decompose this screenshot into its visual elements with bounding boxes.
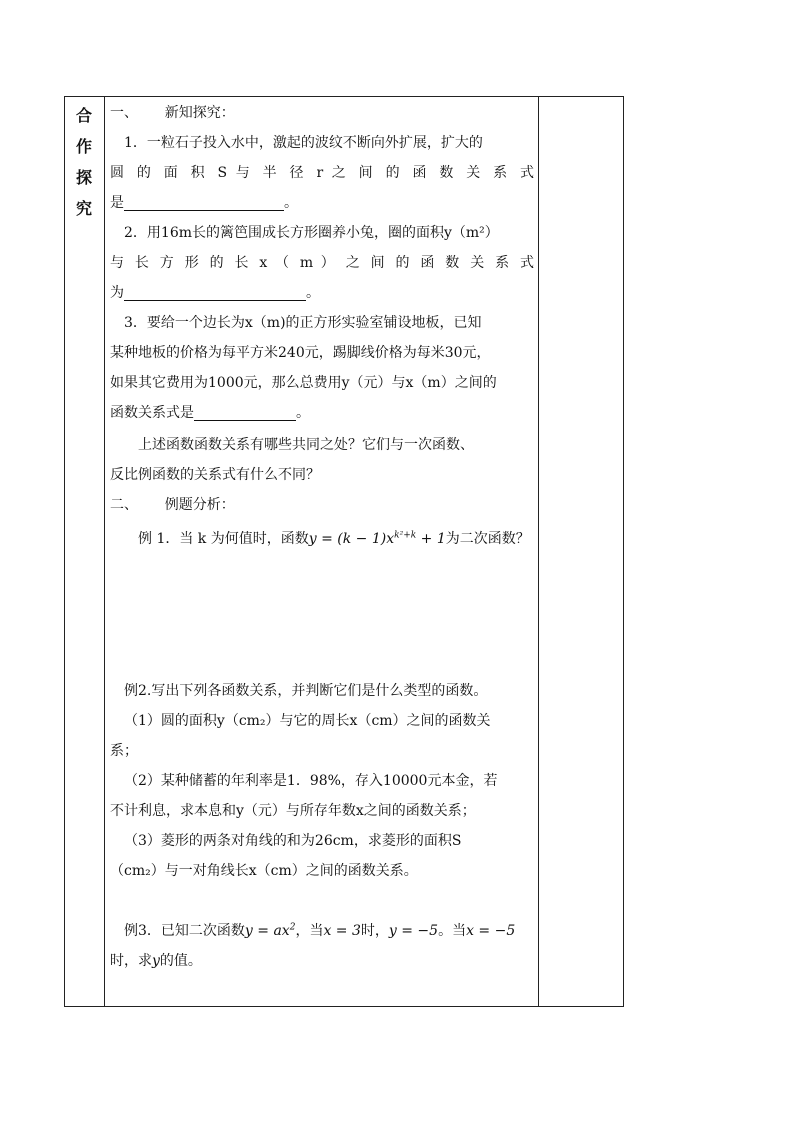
q2-prefix: 为 — [110, 285, 124, 301]
ex2-item3-line1: （3）菱形的两条对角线的和为26cm，求菱形的面积S — [124, 833, 462, 849]
ex3-line2-suffix: 的值。 — [159, 953, 202, 969]
q2-line1: 2．用16m长的篱笆围成长方形圈养小兔，圈的面积y（m²） — [124, 225, 499, 241]
ex3-mid3: 。当 — [438, 923, 467, 939]
q3-line4 — [110, 398, 534, 428]
reflect-line1: 上述函数函数关系有哪些共同之处？它们与一次函数、 — [138, 437, 474, 453]
ex2-item1-line2: 系； — [110, 743, 138, 759]
ex2-item2-line2: 不计利息，求本息和y（元）与所存年数x之间的函数关系； — [110, 803, 476, 819]
table-bottom-border — [64, 1006, 624, 1007]
main-content — [110, 98, 534, 976]
q3-line3: 如果其它费用为1000元，那么总费用y（元）与x（m）之间的 — [110, 375, 497, 391]
ex3-f3: y = −5 — [388, 923, 439, 939]
q3-answer-blank[interactable] — [194, 402, 296, 421]
ex2-title: 例2.写出下列各函数关系，并判断它们是什么类型的函数。 — [124, 683, 488, 699]
example3-line1 — [110, 916, 534, 946]
ex1-formula-exponent: k²+k — [394, 530, 417, 541]
section2-heading: 二、 例题分析： — [110, 497, 235, 513]
ex1-formula — [309, 531, 446, 547]
q2-line2: 与 长 方 形 的 长 x （ m ） 之 间 的 函 数 关 系 式 — [110, 255, 534, 271]
ex1-prefix: 例 1．当 k 为何值时，函数 — [138, 531, 309, 547]
ex2-item2-line1: （2）某种储蓄的年利率是1．98%，存入10000元本金，若 — [124, 773, 498, 789]
side-label-char: 合 — [75, 106, 92, 125]
q1-line1: 1．一粒石子投入水中，激起的波纹不断向外扩展，扩大的 — [124, 135, 483, 151]
q1-line2: 圆 的 面 积 S 与 半 径 r 之 间 的 函 数 关 系 式 — [110, 165, 534, 181]
table-column-divider-2 — [538, 96, 539, 1007]
q2-line3 — [110, 278, 534, 308]
ex1-answer-space — [110, 554, 534, 664]
ex3-f5: y — [152, 953, 160, 969]
ex2-item1-line1: （1）圆的面积y（cm₂）与它的周长x（cm）之间的函数关 — [124, 713, 491, 729]
ex1-suffix: 为二次函数？ — [445, 531, 530, 547]
side-label-char: 探 — [75, 168, 92, 187]
ex3-formula-1 — [245, 923, 296, 939]
ex3-prefix: 例3．已知二次函数 — [124, 923, 245, 939]
ex3-line2-prefix: 时，求 — [110, 953, 152, 969]
example3-line2 — [110, 946, 534, 976]
side-label-cooperative-inquiry — [64, 100, 104, 224]
ex3-f2: x = 3 — [323, 923, 361, 939]
reflect-line2: 反比例函数的关系式有什么不同？ — [110, 467, 320, 483]
ex3-f1-exponent: 2 — [289, 922, 296, 933]
ex3-mid1: ，当 — [295, 923, 324, 939]
ex3-mid2: 时， — [360, 923, 389, 939]
q2-suffix: 。 — [306, 285, 320, 301]
table-right-border — [623, 96, 624, 1007]
table-top-border — [64, 96, 624, 97]
q3-prefix: 函数关系式是 — [110, 405, 194, 421]
q3-line1: 3．要给一个边长为x（m)的正方形实验室铺设地板，已知 — [124, 315, 482, 331]
ex1-formula-main: y = (k − 1)x — [308, 531, 395, 547]
q2-answer-blank[interactable] — [124, 282, 306, 301]
q1-answer-blank[interactable] — [124, 192, 284, 211]
example1 — [110, 524, 534, 554]
q3-line2: 某种地板的价格为每平方米240元，踢脚线价格为每米30元， — [110, 345, 491, 361]
q1-line3 — [110, 188, 534, 218]
side-label-char: 究 — [75, 199, 92, 218]
ex2-item3-line2: （cm₂）与一对角线长x（cm）之间的函数关系。 — [110, 863, 418, 879]
q3-suffix: 。 — [296, 405, 310, 421]
ex3-f1: y = ax — [244, 923, 290, 939]
ex3-f4: x = −5 — [466, 923, 516, 939]
table-column-divider-1 — [104, 96, 105, 1007]
side-label-char: 作 — [75, 137, 92, 156]
q1-suffix: 。 — [284, 195, 298, 211]
q1-prefix: 是 — [110, 195, 124, 211]
ex2-answer-space — [110, 886, 534, 906]
section1-heading: 一、 新知探究： — [110, 105, 235, 121]
table-left-border — [64, 96, 65, 1007]
ex1-formula-tail: + 1 — [416, 531, 446, 547]
